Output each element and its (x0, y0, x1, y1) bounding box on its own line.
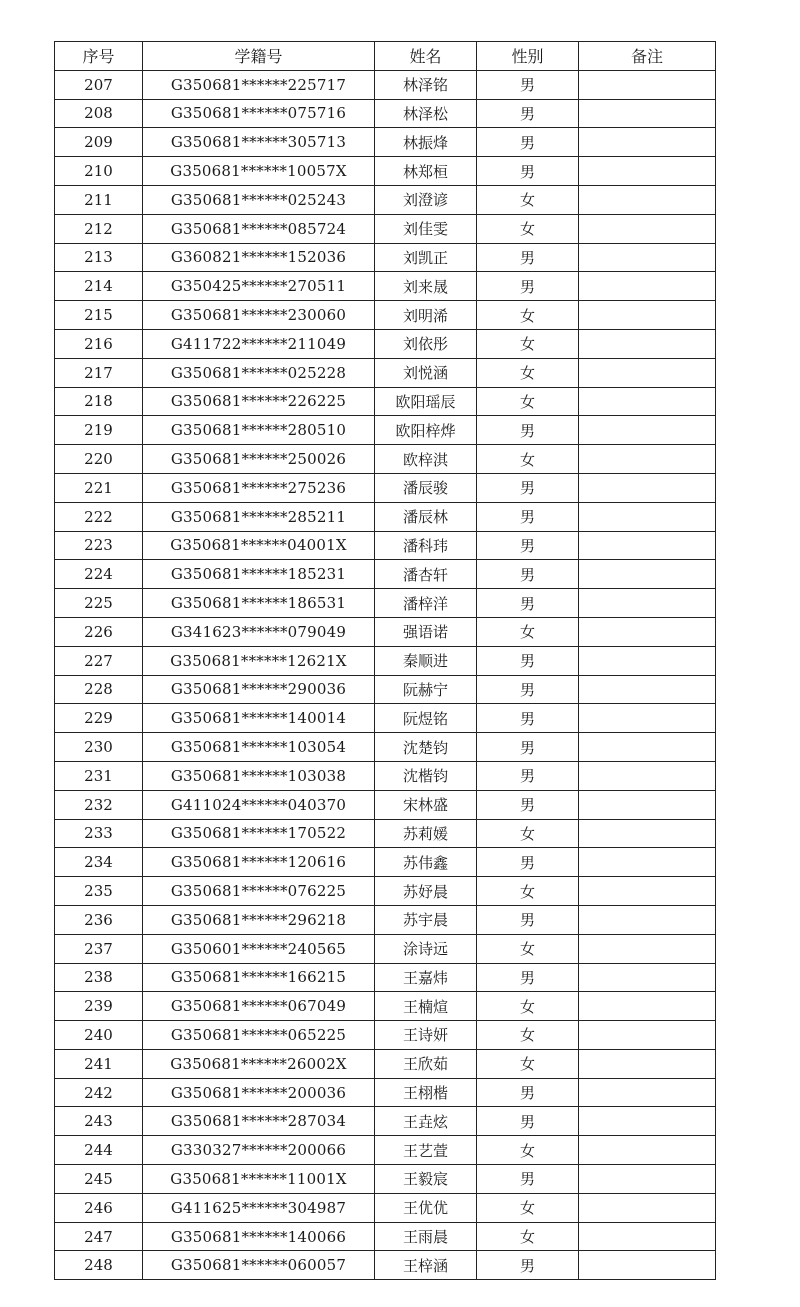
cell-name: 王垚炫 (375, 1107, 477, 1136)
cell-seq: 222 (55, 502, 143, 531)
table-row (55, 157, 716, 186)
cell-seq: 247 (55, 1222, 143, 1251)
cell-name: 王欣茹 (375, 1049, 477, 1078)
cell-student-id: G350681******290036 (143, 675, 375, 704)
cell-name: 王梓涵 (375, 1251, 477, 1280)
cell-remarks (579, 157, 716, 186)
cell-name: 王栩楷 (375, 1078, 477, 1107)
table-row (55, 301, 716, 330)
cell-name: 刘悦涵 (375, 358, 477, 387)
cell-student-id: G350681******200036 (143, 1078, 375, 1107)
cell-student-id: G350681******04001X (143, 531, 375, 560)
cell-gender: 男 (477, 1078, 579, 1107)
student-roster-sheet (54, 41, 715, 1280)
cell-student-id: G350681******287034 (143, 1107, 375, 1136)
cell-gender: 女 (477, 329, 579, 358)
cell-seq: 241 (55, 1049, 143, 1078)
cell-remarks (579, 992, 716, 1021)
cell-remarks (579, 243, 716, 272)
cell-seq: 220 (55, 445, 143, 474)
cell-seq: 233 (55, 819, 143, 848)
cell-student-id: G360821******152036 (143, 243, 375, 272)
cell-student-id: G350681******170522 (143, 819, 375, 848)
cell-seq: 221 (55, 473, 143, 502)
cell-student-id: G350681******185231 (143, 560, 375, 589)
table-row (55, 1165, 716, 1194)
cell-gender: 女 (477, 214, 579, 243)
table-row (55, 675, 716, 704)
cell-remarks (579, 214, 716, 243)
cell-gender: 男 (477, 733, 579, 762)
table-row (55, 1251, 716, 1280)
table-row (55, 531, 716, 560)
cell-seq: 239 (55, 992, 143, 1021)
table-row (55, 1107, 716, 1136)
cell-seq: 243 (55, 1107, 143, 1136)
cell-name: 王艺萱 (375, 1136, 477, 1165)
cell-name: 林泽松 (375, 99, 477, 128)
cell-remarks (579, 358, 716, 387)
table-row (55, 70, 716, 99)
cell-student-id: G350681******067049 (143, 992, 375, 1021)
table-row (55, 905, 716, 934)
cell-remarks (579, 1136, 716, 1165)
cell-name: 潘科玮 (375, 531, 477, 560)
table-row (55, 214, 716, 243)
cell-student-id: G350681******025228 (143, 358, 375, 387)
cell-remarks (579, 617, 716, 646)
cell-seq: 209 (55, 128, 143, 157)
cell-seq: 219 (55, 416, 143, 445)
table-row (55, 445, 716, 474)
cell-gender: 女 (477, 1222, 579, 1251)
table-row (55, 589, 716, 618)
cell-gender: 男 (477, 560, 579, 589)
cell-student-id: G350681******060057 (143, 1251, 375, 1280)
cell-student-id: G350681******280510 (143, 416, 375, 445)
cell-remarks (579, 1222, 716, 1251)
cell-remarks (579, 1107, 716, 1136)
cell-name: 刘澄谚 (375, 185, 477, 214)
cell-gender: 男 (477, 761, 579, 790)
cell-remarks (579, 733, 716, 762)
header-remarks: 备注 (579, 42, 716, 71)
cell-gender: 男 (477, 128, 579, 157)
header-name: 姓名 (375, 42, 477, 71)
cell-name: 苏伟鑫 (375, 848, 477, 877)
table-row (55, 704, 716, 733)
cell-seq: 248 (55, 1251, 143, 1280)
cell-seq: 217 (55, 358, 143, 387)
header-seq: 序号 (55, 42, 143, 71)
table-row (55, 733, 716, 762)
cell-remarks (579, 1193, 716, 1222)
cell-gender: 男 (477, 531, 579, 560)
cell-name: 林郑桓 (375, 157, 477, 186)
cell-seq: 231 (55, 761, 143, 790)
table-row (55, 1021, 716, 1050)
cell-seq: 242 (55, 1078, 143, 1107)
cell-student-id: G411722******211049 (143, 329, 375, 358)
cell-gender: 女 (477, 992, 579, 1021)
cell-student-id: G330327******200066 (143, 1136, 375, 1165)
cell-gender: 男 (477, 675, 579, 704)
cell-seq: 229 (55, 704, 143, 733)
table-row (55, 963, 716, 992)
cell-seq: 215 (55, 301, 143, 330)
table-row (55, 387, 716, 416)
cell-remarks (579, 934, 716, 963)
cell-seq: 216 (55, 329, 143, 358)
cell-gender: 女 (477, 387, 579, 416)
table-row (55, 1078, 716, 1107)
cell-student-id: G350681******186531 (143, 589, 375, 618)
cell-student-id: G411024******040370 (143, 790, 375, 819)
cell-student-id: G350681******075716 (143, 99, 375, 128)
cell-name: 林泽铭 (375, 70, 477, 99)
cell-gender: 男 (477, 416, 579, 445)
cell-seq: 223 (55, 531, 143, 560)
table-row (55, 877, 716, 906)
cell-gender: 女 (477, 185, 579, 214)
cell-name: 林振烽 (375, 128, 477, 157)
cell-remarks (579, 445, 716, 474)
cell-name: 阮赫宁 (375, 675, 477, 704)
table-row (55, 1222, 716, 1251)
table-row (55, 819, 716, 848)
cell-seq: 225 (55, 589, 143, 618)
cell-gender: 男 (477, 272, 579, 301)
table-row (55, 416, 716, 445)
cell-remarks (579, 531, 716, 560)
cell-student-id: G350681******120616 (143, 848, 375, 877)
cell-name: 刘依彤 (375, 329, 477, 358)
table-row (55, 790, 716, 819)
cell-student-id: G350681******103054 (143, 733, 375, 762)
cell-remarks (579, 70, 716, 99)
cell-student-id: G350681******296218 (143, 905, 375, 934)
cell-remarks (579, 1021, 716, 1050)
cell-name: 苏莉媛 (375, 819, 477, 848)
cell-remarks (579, 646, 716, 675)
cell-seq: 236 (55, 905, 143, 934)
cell-name: 沈楷钧 (375, 761, 477, 790)
cell-name: 潘辰林 (375, 502, 477, 531)
cell-name: 王毅宸 (375, 1165, 477, 1194)
cell-remarks (579, 502, 716, 531)
cell-student-id: G350681******076225 (143, 877, 375, 906)
cell-gender: 男 (477, 243, 579, 272)
cell-gender: 男 (477, 848, 579, 877)
cell-remarks (579, 387, 716, 416)
table-row (55, 646, 716, 675)
cell-gender: 女 (477, 617, 579, 646)
cell-student-id: G350681******065225 (143, 1021, 375, 1050)
cell-remarks (579, 1049, 716, 1078)
cell-remarks (579, 877, 716, 906)
table-row (55, 1136, 716, 1165)
cell-gender: 女 (477, 1049, 579, 1078)
cell-seq: 230 (55, 733, 143, 762)
cell-seq: 234 (55, 848, 143, 877)
cell-student-id: G350681******140014 (143, 704, 375, 733)
cell-remarks (579, 848, 716, 877)
cell-student-id: G350681******140066 (143, 1222, 375, 1251)
cell-seq: 246 (55, 1193, 143, 1222)
cell-student-id: G350681******230060 (143, 301, 375, 330)
cell-remarks (579, 1165, 716, 1194)
table-row (55, 934, 716, 963)
cell-name: 刘佳雯 (375, 214, 477, 243)
cell-student-id: G350681******225717 (143, 70, 375, 99)
cell-student-id: G350681******250026 (143, 445, 375, 474)
cell-name: 王雨晨 (375, 1222, 477, 1251)
cell-student-id: G341623******079049 (143, 617, 375, 646)
cell-gender: 男 (477, 502, 579, 531)
cell-remarks (579, 185, 716, 214)
cell-gender: 女 (477, 819, 579, 848)
cell-student-id: G350681******10057X (143, 157, 375, 186)
cell-name: 刘明浠 (375, 301, 477, 330)
cell-gender: 女 (477, 1021, 579, 1050)
cell-gender: 男 (477, 963, 579, 992)
cell-name: 刘凯正 (375, 243, 477, 272)
cell-name: 涂诗远 (375, 934, 477, 963)
cell-remarks (579, 128, 716, 157)
cell-gender: 女 (477, 877, 579, 906)
table-row (55, 243, 716, 272)
cell-gender: 男 (477, 704, 579, 733)
cell-seq: 214 (55, 272, 143, 301)
cell-name: 苏宇晨 (375, 905, 477, 934)
cell-remarks (579, 905, 716, 934)
cell-remarks (579, 416, 716, 445)
table-row (55, 560, 716, 589)
cell-gender: 男 (477, 473, 579, 502)
cell-name: 潘杏轩 (375, 560, 477, 589)
table-row (55, 1193, 716, 1222)
cell-seq: 210 (55, 157, 143, 186)
cell-name: 潘梓洋 (375, 589, 477, 618)
cell-remarks (579, 272, 716, 301)
table-row (55, 99, 716, 128)
cell-remarks (579, 1078, 716, 1107)
table-row (55, 502, 716, 531)
cell-gender: 男 (477, 1165, 579, 1194)
cell-name: 潘辰骏 (375, 473, 477, 502)
table-row (55, 992, 716, 1021)
cell-seq: 224 (55, 560, 143, 589)
cell-student-id: G350681******103038 (143, 761, 375, 790)
cell-student-id: G411625******304987 (143, 1193, 375, 1222)
cell-remarks (579, 761, 716, 790)
roster-body (55, 70, 716, 1279)
table-row (55, 848, 716, 877)
cell-remarks (579, 560, 716, 589)
cell-gender: 男 (477, 1107, 579, 1136)
cell-remarks (579, 675, 716, 704)
cell-gender: 男 (477, 70, 579, 99)
cell-name: 宋林盛 (375, 790, 477, 819)
student-roster-table (54, 41, 716, 1280)
cell-name: 秦顺进 (375, 646, 477, 675)
cell-student-id: G350681******166215 (143, 963, 375, 992)
table-row (55, 128, 716, 157)
cell-gender: 男 (477, 589, 579, 618)
header-student-id: 学籍号 (143, 42, 375, 71)
cell-student-id: G350681******085724 (143, 214, 375, 243)
cell-seq: 208 (55, 99, 143, 128)
table-row (55, 329, 716, 358)
cell-student-id: G350681******305713 (143, 128, 375, 157)
cell-gender: 男 (477, 646, 579, 675)
cell-gender: 男 (477, 905, 579, 934)
cell-seq: 245 (55, 1165, 143, 1194)
cell-gender: 女 (477, 445, 579, 474)
cell-name: 刘来晟 (375, 272, 477, 301)
cell-seq: 227 (55, 646, 143, 675)
cell-name: 欧梓淇 (375, 445, 477, 474)
header-row (55, 42, 716, 71)
cell-student-id: G350425******270511 (143, 272, 375, 301)
cell-remarks (579, 704, 716, 733)
cell-name: 欧阳瑶辰 (375, 387, 477, 416)
table-row (55, 473, 716, 502)
table-row (55, 272, 716, 301)
table-row (55, 358, 716, 387)
cell-student-id: G350601******240565 (143, 934, 375, 963)
cell-seq: 211 (55, 185, 143, 214)
cell-student-id: G350681******12621X (143, 646, 375, 675)
cell-gender: 男 (477, 157, 579, 186)
cell-remarks (579, 963, 716, 992)
cell-seq: 235 (55, 877, 143, 906)
cell-name: 欧阳梓烨 (375, 416, 477, 445)
cell-name: 强语诺 (375, 617, 477, 646)
cell-gender: 男 (477, 790, 579, 819)
cell-seq: 228 (55, 675, 143, 704)
cell-seq: 218 (55, 387, 143, 416)
table-row (55, 617, 716, 646)
cell-seq: 240 (55, 1021, 143, 1050)
cell-student-id: G350681******226225 (143, 387, 375, 416)
cell-student-id: G350681******025243 (143, 185, 375, 214)
cell-seq: 213 (55, 243, 143, 272)
cell-seq: 232 (55, 790, 143, 819)
cell-student-id: G350681******11001X (143, 1165, 375, 1194)
cell-seq: 207 (55, 70, 143, 99)
cell-gender: 男 (477, 99, 579, 128)
cell-name: 苏妤晨 (375, 877, 477, 906)
cell-remarks (579, 819, 716, 848)
cell-gender: 女 (477, 934, 579, 963)
cell-remarks (579, 589, 716, 618)
cell-remarks (579, 329, 716, 358)
cell-remarks (579, 473, 716, 502)
cell-name: 王优优 (375, 1193, 477, 1222)
cell-gender: 男 (477, 1251, 579, 1280)
cell-seq: 226 (55, 617, 143, 646)
cell-gender: 女 (477, 301, 579, 330)
cell-remarks (579, 790, 716, 819)
cell-remarks (579, 1251, 716, 1280)
cell-student-id: G350681******26002X (143, 1049, 375, 1078)
cell-seq: 238 (55, 963, 143, 992)
cell-name: 沈楚钧 (375, 733, 477, 762)
cell-gender: 女 (477, 1136, 579, 1165)
cell-gender: 女 (477, 358, 579, 387)
cell-gender: 女 (477, 1193, 579, 1222)
cell-student-id: G350681******275236 (143, 473, 375, 502)
cell-remarks (579, 301, 716, 330)
cell-remarks (579, 99, 716, 128)
cell-seq: 212 (55, 214, 143, 243)
table-row (55, 1049, 716, 1078)
cell-student-id: G350681******285211 (143, 502, 375, 531)
cell-name: 王嘉炜 (375, 963, 477, 992)
cell-name: 王楠煊 (375, 992, 477, 1021)
table-row (55, 761, 716, 790)
header-gender: 性别 (477, 42, 579, 71)
table-row (55, 185, 716, 214)
cell-seq: 237 (55, 934, 143, 963)
cell-seq: 244 (55, 1136, 143, 1165)
cell-name: 王诗妍 (375, 1021, 477, 1050)
cell-name: 阮煜铭 (375, 704, 477, 733)
